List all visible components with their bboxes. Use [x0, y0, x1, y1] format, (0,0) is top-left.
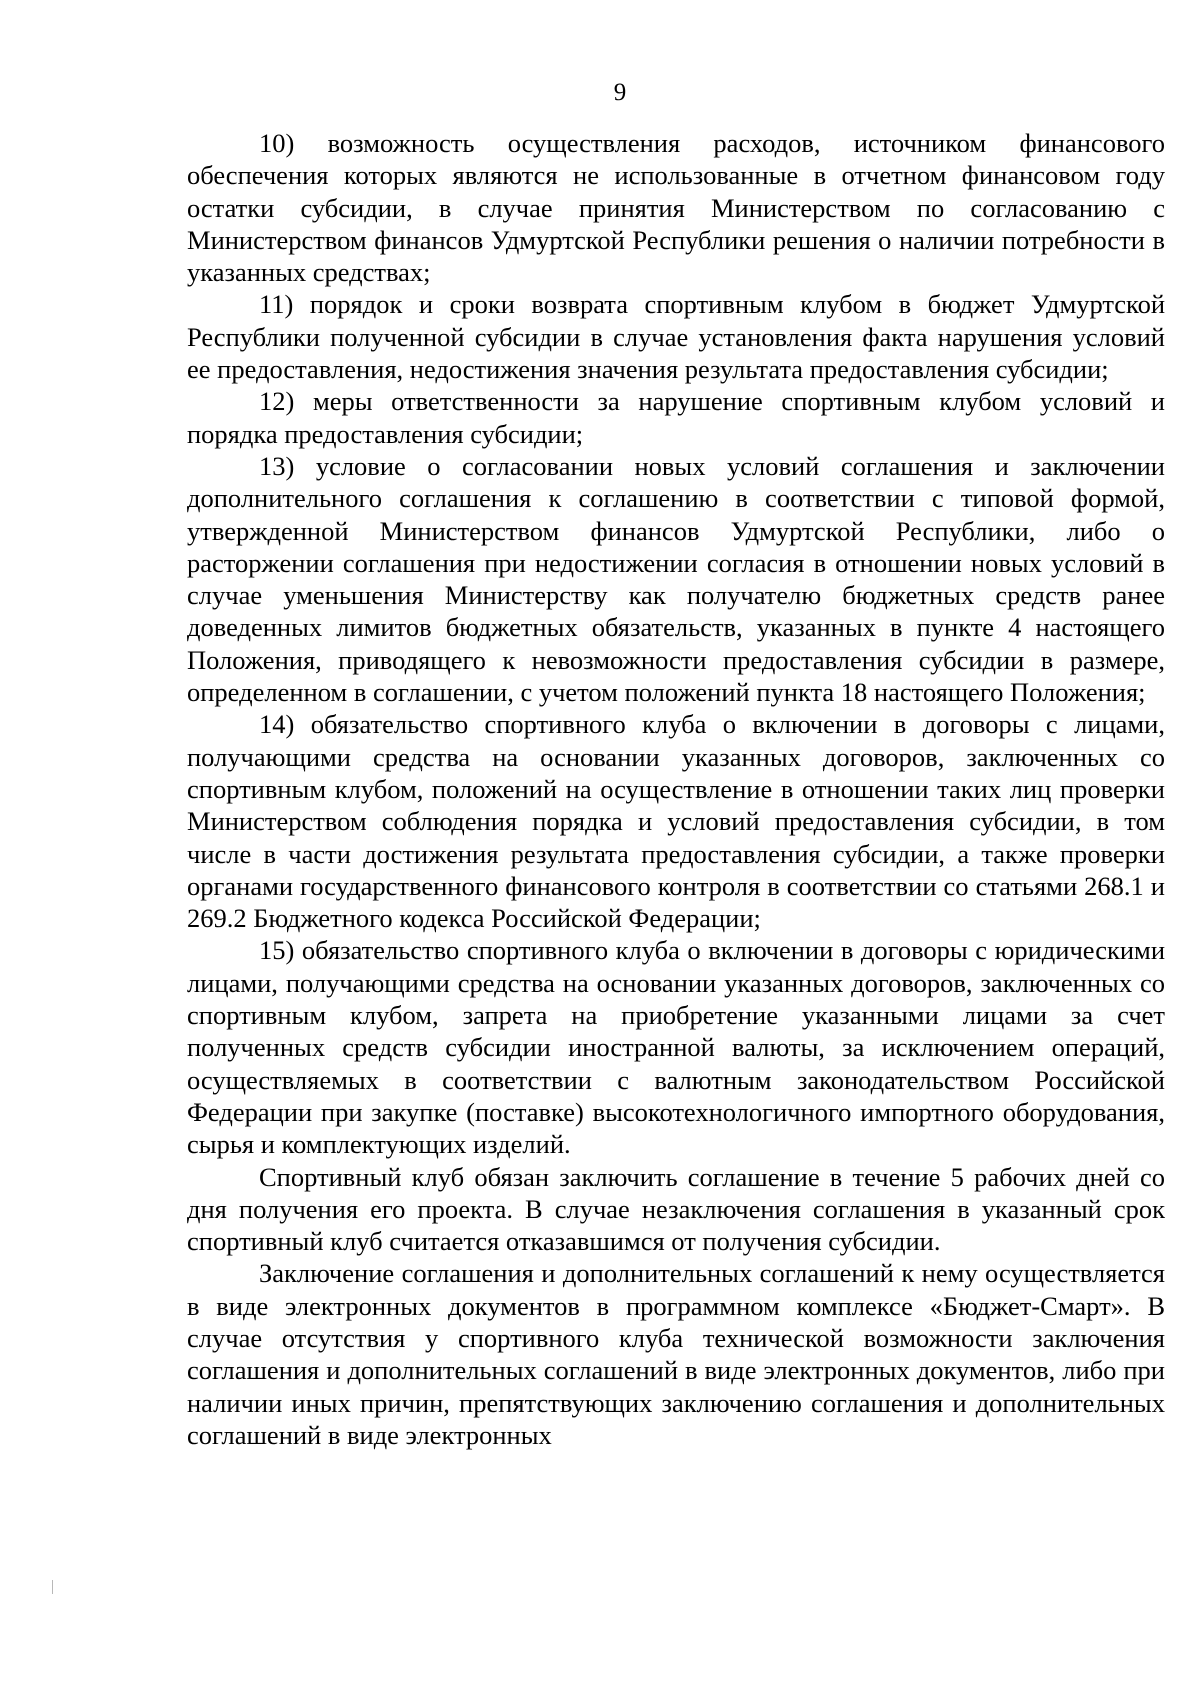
paragraph-electronic-documents: Заключение соглашения и дополнительных соглашений к нему осуществляется в виде электронных документов в программном комплексе «Бюджет-Смарт». В случае отсутствия у спортивного клуба технической возможности заключения соглашения и дополнительных соглашений в виде электронных документов, либо при наличии иных причин, препятствующих заключению соглашения и дополнительных соглашений в виде электронных: [187, 1258, 1165, 1450]
paragraph-item-10: 10) возможность осуществления расходов, источником финансового обеспечения которых являются не использованные в отчетном финансовом году остатки субсидии, в случае принятия Министерством по согласованию с Министерством финансов Удмуртской Республики решения о наличии потребности в указанных средствах;: [187, 128, 1165, 288]
document-body: [187, 127, 1165, 1451]
paragraph-item-11: 11) порядок и сроки возврата спортивным клубом в бюджет Удмуртской Республики полученной субсидии в случае установления факта нарушения условий ее предоставления, недостижения значения результата предоставления субсидии;: [187, 289, 1165, 385]
paragraph-item-14: 14) обязательство спортивного клуба о включении в договоры с лицами, получающими средства на основании указанных договоров, заключенных со спортивным клубом, положений на осуществление в отношении таких лиц проверки Министерством соблюдения порядка и условий предоставления субсидии, в том числе в части достижения результата предоставления субсидии, а также проверки органами государственного финансового контроля в соответствии со статьями 268.1 и 269.2 Бюджетного кодекса Российской Федерации;: [187, 709, 1165, 934]
page-number: 9: [613, 79, 627, 106]
paragraph-item-13: 13) условие о согласовании новых условий соглашения и заключении дополнительного соглашения к соглашению в соответствии с типовой формой, утвержденной Министерством финансов Удмуртской Республики, либо о расторжении соглашения при недостижении согласия в отношении новых условий в случае уменьшения Министерству как получателю бюджетных средств ранее доведенных лимитов бюджетных обязательств, указанных в пункте 4 настоящего Положения, приводящего к невозможности предоставления субсидии в размере, определенном в соглашении, с учетом положений пункта 18 настоящего Положения;: [187, 450, 1165, 708]
paragraph-item-12: 12) меры ответственности за нарушение спортивным клубом условий и порядка предоставления субсидии;: [187, 386, 1165, 449]
paragraph-item-15: 15) обязательство спортивного клуба о включении в договоры с юридическими лицами, получающими средства на основании указанных договоров, заключенных со спортивным клубом, запрета на приобретение указанными лицами за счет полученных средств субсидии иностранной валюты, за исключением операций, осуществляемых в соответствии с валютным законодательством Российской Федерации при закупке (поставке) высокотехнологичного импортного оборудования, сырья и комплектующих изделий.: [187, 935, 1165, 1160]
paragraph-agreement-deadline: Спортивный клуб обязан заключить соглашение в течение 5 рабочих дней со дня получения его проекта. В случае незаключения соглашения в указанный срок спортивный клуб считается отказавшимся от получения субсидии.: [187, 1161, 1165, 1257]
scan-mark: [52, 1580, 53, 1594]
